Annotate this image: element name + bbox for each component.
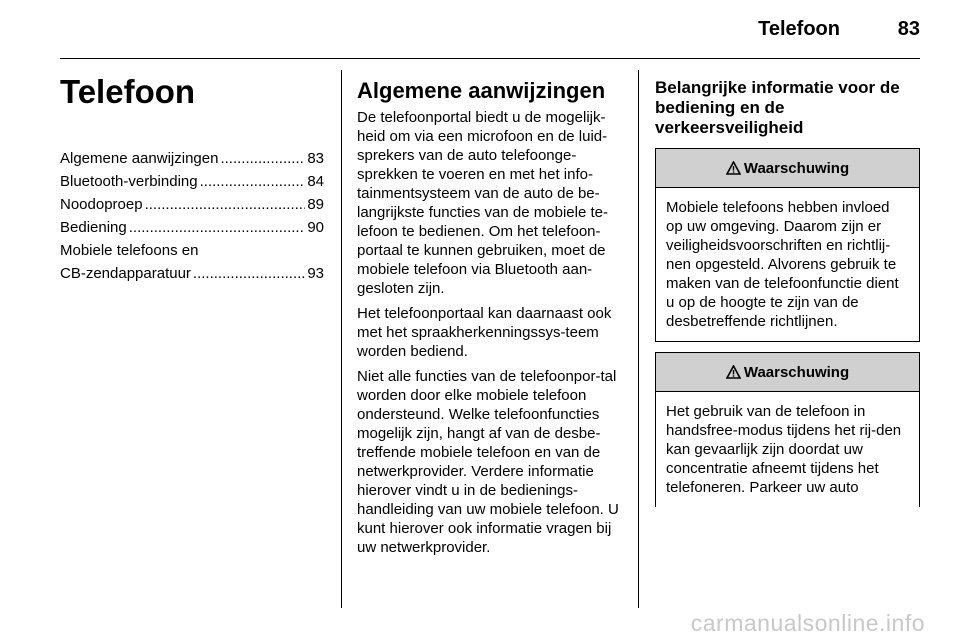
toc-label: Bluetooth-verbinding [60, 173, 198, 190]
toc-page: 93 [307, 265, 324, 282]
page-number: 83 [897, 18, 920, 40]
warning-header [656, 353, 919, 392]
body-paragraph: Het telefoonportaal kan daarnaast ook met het spraakherkenningssys-teem worden bediend. [357, 305, 612, 360]
toc-label: Bediening [60, 219, 127, 236]
warning-box [655, 148, 920, 342]
safety-subtitle: Belangrijke informatie voor de bediening en de verkeersveiligheid [655, 78, 900, 137]
toc-label: Mobiele telefoons en [60, 242, 199, 259]
column-divider-left [341, 70, 342, 608]
toc-page: 90 [307, 219, 324, 236]
toc-label: Algemene aanwijzingen [60, 150, 219, 167]
warning-triangle-icon [726, 161, 741, 175]
warning-triangle-icon [726, 365, 741, 379]
toc-page: 84 [307, 173, 324, 190]
chapter-title: Telefoon [60, 73, 196, 110]
warning-text: Mobiele telefoons hebben invloed op uw omgeving. Daarom zijn er veiligheidsvoorschriften en richtlij-nen opgesteld. Alvorens gebruik te maken van de telefoonfunctie dient u op de hoogte te zijn van de desbetreffende richtlijnen. [666, 199, 899, 330]
warning-header [656, 149, 919, 188]
toc-leader [193, 262, 305, 285]
toc-entry[interactable] [60, 239, 324, 285]
toc-leader [145, 193, 306, 216]
general-notes-column [357, 78, 623, 563]
toc-label: Noodoproep [60, 196, 143, 213]
section-title: Algemene aanwijzingen [357, 78, 606, 103]
warning-box [655, 352, 920, 507]
warning-heading: Waarschuwing [743, 159, 850, 177]
warning-heading: Waarschuwing [743, 363, 850, 381]
column-divider-right [638, 70, 639, 608]
header-title: Telefoon [758, 18, 840, 40]
toc-leader [129, 216, 306, 239]
body-paragraph: De telefoonportal biedt u de mogelijk-heid om via een microfoon en de luid-sprekers van de auto telefoonge-sprekken te voeren en met het info-tainmentsysteem van de auto de be-langrijkste functies van de mobiele te-lefoon te bedienen. Om het telefoon-portaal te kunnen gebruiken, moet de mobiele telefoon via Bluetooth aan-gesloten zijn. [357, 109, 608, 297]
toc-entry[interactable] [60, 193, 324, 216]
table-of-contents [60, 147, 324, 285]
toc-page: 83 [307, 150, 324, 167]
toc-entry[interactable] [60, 147, 324, 170]
warning-text: Het gebruik van de telefoon in handsfree-modus tijdens het rij-den kan gevaarlijk zijn doordat uw concentratie afneemt tijdens het telefoneren. Parkeer uw auto [666, 403, 902, 496]
watermark: carmanualsonline.info [690, 610, 925, 636]
toc-page: 89 [307, 196, 324, 213]
toc-entry[interactable] [60, 216, 324, 239]
toc-leader [200, 170, 306, 193]
toc-entry[interactable] [60, 170, 324, 193]
body-paragraph: Niet alle functies van de telefoonpor-tal worden door elke mobiele telefoon ondersteund. Welke telefoonfuncties mogelijk zijn, hangt af van de desbe-treffende mobiele telefoon en van de netwerkprovider. Verdere informatie hierover vindt u in de bedienings-handleiding van uw mobiele telefoon. U kunt hierover ook informatie vragen bij uw netwerkprovider. [357, 368, 619, 556]
toc-label-continued: CB-zendapparatuur [60, 265, 191, 282]
safety-column [655, 78, 920, 517]
chapter-column [60, 72, 324, 285]
header-rule [60, 58, 920, 59]
toc-leader [220, 147, 305, 170]
